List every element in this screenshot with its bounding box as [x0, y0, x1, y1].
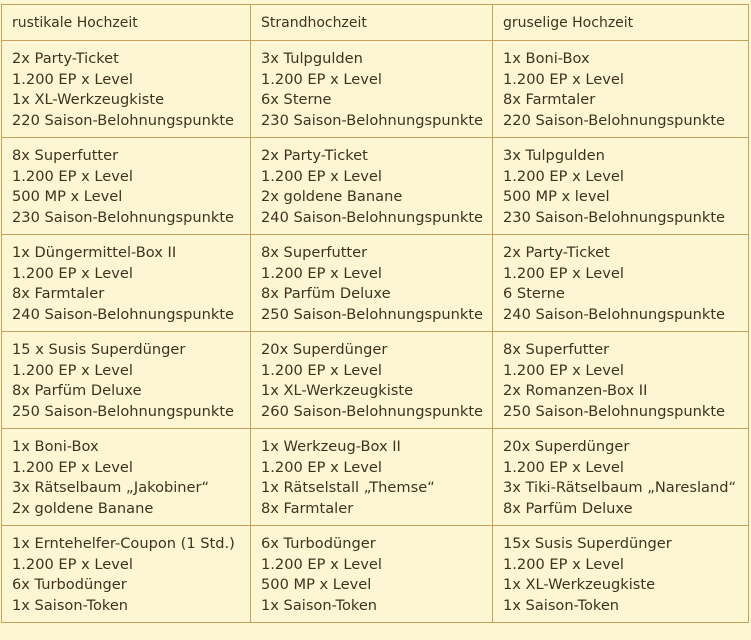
reward-cell [251, 526, 493, 623]
reward-item: 15 x Susis Superdünger [12, 341, 186, 358]
reward-cell [2, 138, 251, 235]
reward-item: 250 Saison-Belohnungspunkte [12, 403, 235, 421]
reward-cell [251, 41, 493, 138]
reward-cell [493, 332, 749, 429]
reward-item: 1.200 EP x Level [261, 458, 382, 476]
reward-item: 1x Erntehelfer-Coupon (1 Std.) [12, 535, 235, 552]
reward-item: 1.200 EP x Level [503, 555, 624, 573]
reward-item: 1x Werkzeug-Box II [261, 438, 401, 455]
reward-item: 260 Saison-Belohnungspunkte [261, 403, 484, 421]
reward-cell [2, 526, 251, 623]
reward-item: 1x Boni-Box [503, 50, 590, 67]
reward-item: 1x Rätselstall „Themse“ [261, 479, 435, 497]
reward-item: 1.200 EP x Level [12, 458, 133, 476]
reward-item: 1x Saison-Token [12, 597, 129, 615]
reward-item: 3x Tulpgulden [503, 147, 605, 164]
reward-item: 6x Turbodünger [12, 576, 127, 594]
table-row [2, 429, 749, 526]
reward-item: 1.200 EP x Level [261, 555, 382, 573]
reward-item: 2x Party-Ticket [12, 50, 119, 67]
reward-cell [251, 332, 493, 429]
reward-item: 2x Party-Ticket [503, 244, 610, 261]
reward-item: 1x Saison-Token [503, 597, 620, 615]
reward-item: 6x Turbodünger [261, 535, 376, 552]
reward-item: 6 Sterne [503, 285, 565, 303]
reward-item: 6x Sterne [261, 91, 332, 109]
reward-item: 220 Saison-Belohnungspunkte [503, 112, 726, 130]
reward-item: 1x XL-Werkzeugkiste [503, 576, 656, 594]
reward-item: 1.200 EP x Level [503, 70, 624, 88]
reward-cell [493, 526, 749, 623]
column-header: Strandhochzeit [251, 5, 493, 41]
reward-cell [2, 235, 251, 332]
table-row [2, 41, 749, 138]
reward-item: 8x Farmtaler [12, 285, 105, 303]
reward-item: 2x goldene Banane [12, 500, 154, 518]
reward-item: 1.200 EP x Level [12, 555, 133, 573]
reward-item: 8x Parfüm Deluxe [12, 382, 142, 400]
reward-item: 8x Parfüm Deluxe [503, 500, 633, 518]
reward-item: 1x Boni-Box [12, 438, 99, 455]
reward-item: 2x goldene Banane [261, 188, 403, 206]
reward-item: 230 Saison-Belohnungspunkte [12, 209, 235, 227]
reward-item: 15x Susis Superdünger [503, 535, 672, 552]
reward-cell [251, 235, 493, 332]
reward-item: 1.200 EP x Level [503, 264, 624, 282]
reward-item: 240 Saison-Belohnungspunkte [503, 306, 726, 324]
table-row [2, 138, 749, 235]
reward-item: 3x Tulpgulden [261, 50, 363, 67]
column-header: rustikale Hochzeit [2, 5, 251, 41]
reward-item: 1.200 EP x Level [503, 361, 624, 379]
reward-item: 230 Saison-Belohnungspunkte [261, 112, 484, 130]
reward-item: 1x Düngermittel-Box II [12, 244, 177, 261]
reward-item: 500 MP x Level [12, 188, 123, 206]
reward-item: 1.200 EP x Level [12, 70, 133, 88]
reward-item: 1.200 EP x Level [503, 167, 624, 185]
reward-cell [2, 332, 251, 429]
reward-item: 1.200 EP x Level [261, 70, 382, 88]
reward-item: 1.200 EP x Level [12, 167, 133, 185]
reward-item: 240 Saison-Belohnungspunkte [12, 306, 235, 324]
reward-item: 8x Superfutter [261, 244, 368, 261]
reward-cell [251, 429, 493, 526]
table-row [2, 235, 749, 332]
reward-item: 1.200 EP x Level [12, 361, 133, 379]
reward-item: 3x Rätselbaum „Jakobiner“ [12, 479, 210, 497]
column-header: gruselige Hochzeit [493, 5, 749, 41]
reward-item: 3x Tiki-Rätselbaum „Naresland“ [503, 479, 737, 497]
reward-item: 8x Superfutter [503, 341, 610, 358]
reward-item: 230 Saison-Belohnungspunkte [503, 209, 726, 227]
reward-item: 1x Saison-Token [261, 597, 378, 615]
reward-item: 250 Saison-Belohnungspunkte [503, 403, 726, 421]
reward-item: 240 Saison-Belohnungspunkte [261, 209, 484, 227]
reward-item: 8x Superfutter [12, 147, 119, 164]
reward-item: 1.200 EP x Level [12, 264, 133, 282]
table-body [2, 41, 749, 623]
reward-item: 8x Parfüm Deluxe [261, 285, 391, 303]
reward-cell [493, 138, 749, 235]
rewards-table [1, 4, 749, 623]
reward-item: 500 MP x Level [261, 576, 372, 594]
reward-item: 500 MP x level [503, 188, 610, 206]
reward-item: 8x Farmtaler [503, 91, 596, 109]
reward-item: 2x Romanzen-Box II [503, 382, 648, 400]
reward-cell [493, 41, 749, 138]
table-row [2, 332, 749, 429]
header-row [2, 5, 749, 41]
reward-item: 1.200 EP x Level [503, 458, 624, 476]
reward-item: 1x XL-Werkzeugkiste [12, 91, 165, 109]
reward-item: 250 Saison-Belohnungspunkte [261, 306, 484, 324]
reward-item: 1.200 EP x Level [261, 361, 382, 379]
reward-item: 1.200 EP x Level [261, 167, 382, 185]
reward-cell [2, 41, 251, 138]
reward-item: 1x XL-Werkzeugkiste [261, 382, 414, 400]
reward-item: 8x Farmtaler [261, 500, 354, 518]
reward-item: 1.200 EP x Level [261, 264, 382, 282]
reward-cell [493, 235, 749, 332]
reward-item: 20x Superdünger [261, 341, 388, 358]
reward-item: 2x Party-Ticket [261, 147, 368, 164]
reward-item: 220 Saison-Belohnungspunkte [12, 112, 235, 130]
reward-cell [251, 138, 493, 235]
reward-cell [493, 429, 749, 526]
reward-cell [2, 429, 251, 526]
reward-item: 20x Superdünger [503, 438, 630, 455]
table-row [2, 526, 749, 623]
